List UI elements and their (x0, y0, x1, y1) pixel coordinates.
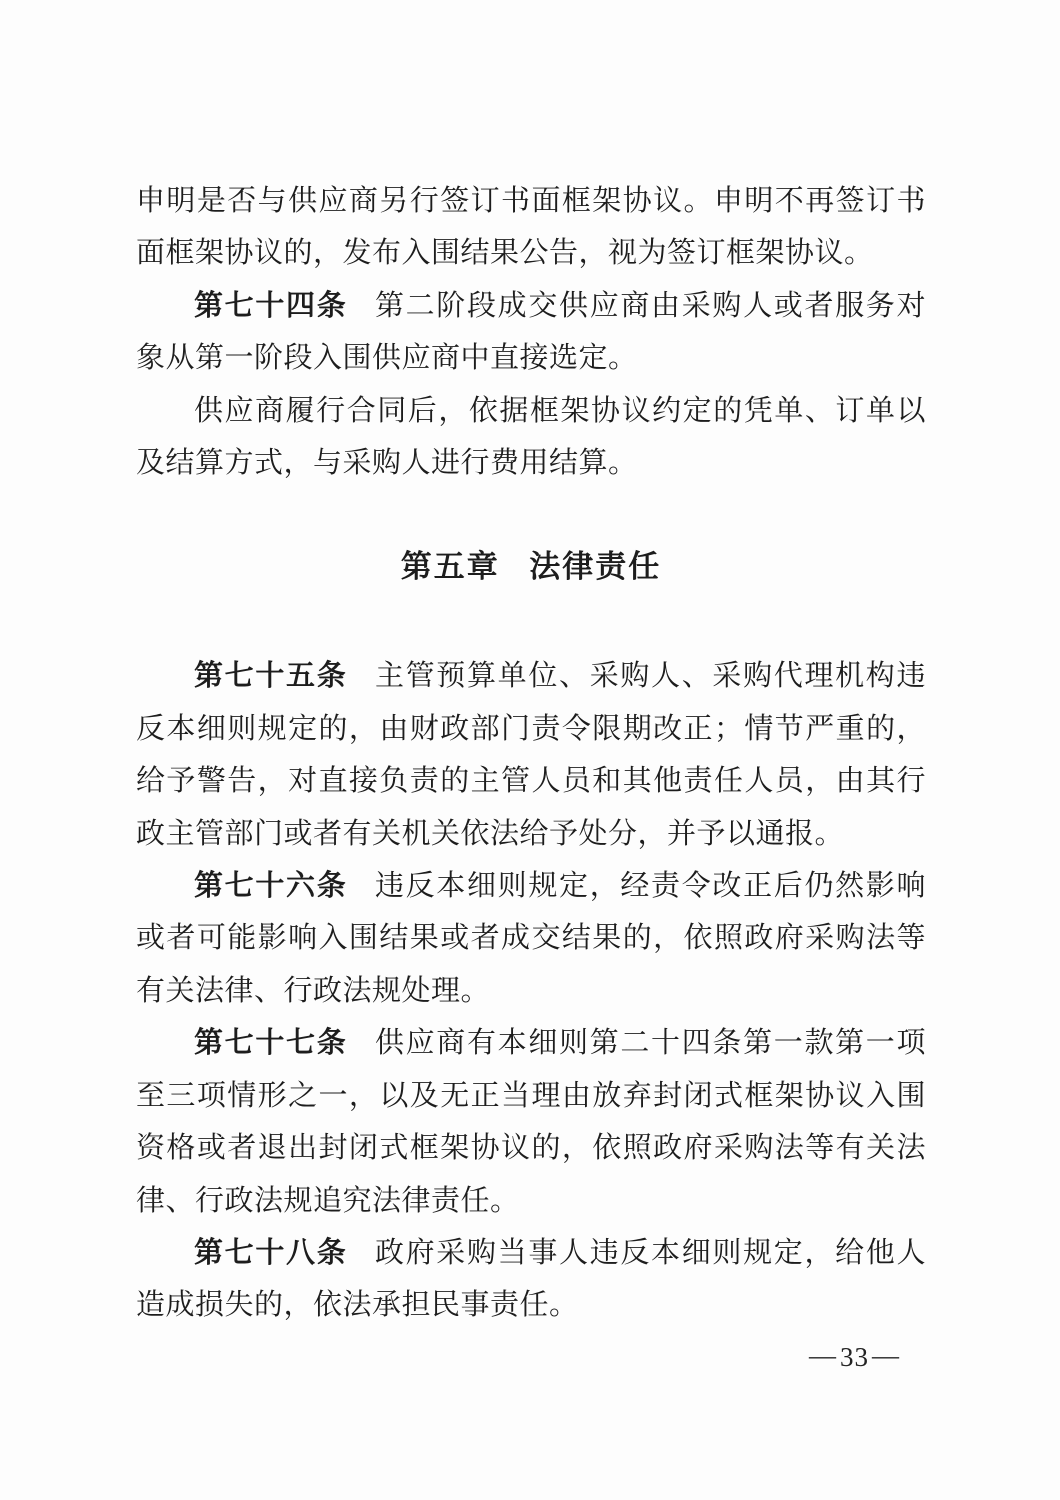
paragraph-text: 主管预算单位、采购人、采购代理机构违反本细则规定的，由财政部门责令限期改正；情节严重的，给予警告，对直接负责的主管人员和其他责任人员，由其行政主管部门或者有关机关依法给予处分，并予以通报。 (136, 660, 926, 850)
chapter-heading (136, 541, 926, 593)
article-number: 第七十五条 (194, 660, 348, 693)
paragraph-continuation (136, 175, 926, 280)
chapter-label: 第五章 (400, 549, 500, 585)
paragraph-article-76 (136, 860, 926, 1017)
page-number-dash-left: — (809, 1340, 837, 1370)
paragraph-article-75 (136, 650, 926, 860)
paragraph-text: 供应商履行合同后，依据框架协议约定的凭单、订单以及结算方式，与采购人进行费用结算。 (136, 394, 926, 480)
text-block (136, 175, 926, 1332)
paragraph-text: 供应商有本细则第二十四条第一款第一项至三项情形之一，以及无正当理由放弃封闭式框架协议入围资格或者退出封闭式框架协议的，依照政府采购法等有关法律、行政法规追究法律责任。 (136, 1027, 926, 1217)
page-number (809, 1341, 900, 1373)
paragraph-text: 政府采购当事人违反本细则规定，给他人造成损失的，依法承担民事责任。 (136, 1236, 926, 1322)
article-number: 第七十六条 (194, 870, 348, 903)
paragraph-article-78 (136, 1227, 926, 1332)
article-number: 第七十七条 (194, 1027, 348, 1060)
article-number: 第七十八条 (194, 1236, 348, 1269)
page-number-dash-right: — (872, 1340, 900, 1370)
paragraph-article-74 (136, 280, 926, 385)
paragraph-text: 违反本细则规定，经责令改正后仍然影响或者可能影响入围结果或者成交结果的，依照政府采购法等有关法律、行政法规处理。 (136, 870, 926, 1007)
chapter-title: 法律责任 (529, 549, 662, 585)
page-number-value: 33 (840, 1342, 869, 1372)
paragraph (136, 385, 926, 490)
article-number: 第七十四条 (194, 289, 348, 322)
paragraph-article-77 (136, 1017, 926, 1227)
paragraph-text: 第二阶段成交供应商由采购人或者服务对象从第一阶段入围供应商中直接选定。 (136, 289, 926, 375)
paragraph-text: 申明是否与供应商另行签订书面框架协议。申明不再签订书面框架协议的，发布入围结果公告，视为签订框架协议。 (136, 185, 926, 270)
